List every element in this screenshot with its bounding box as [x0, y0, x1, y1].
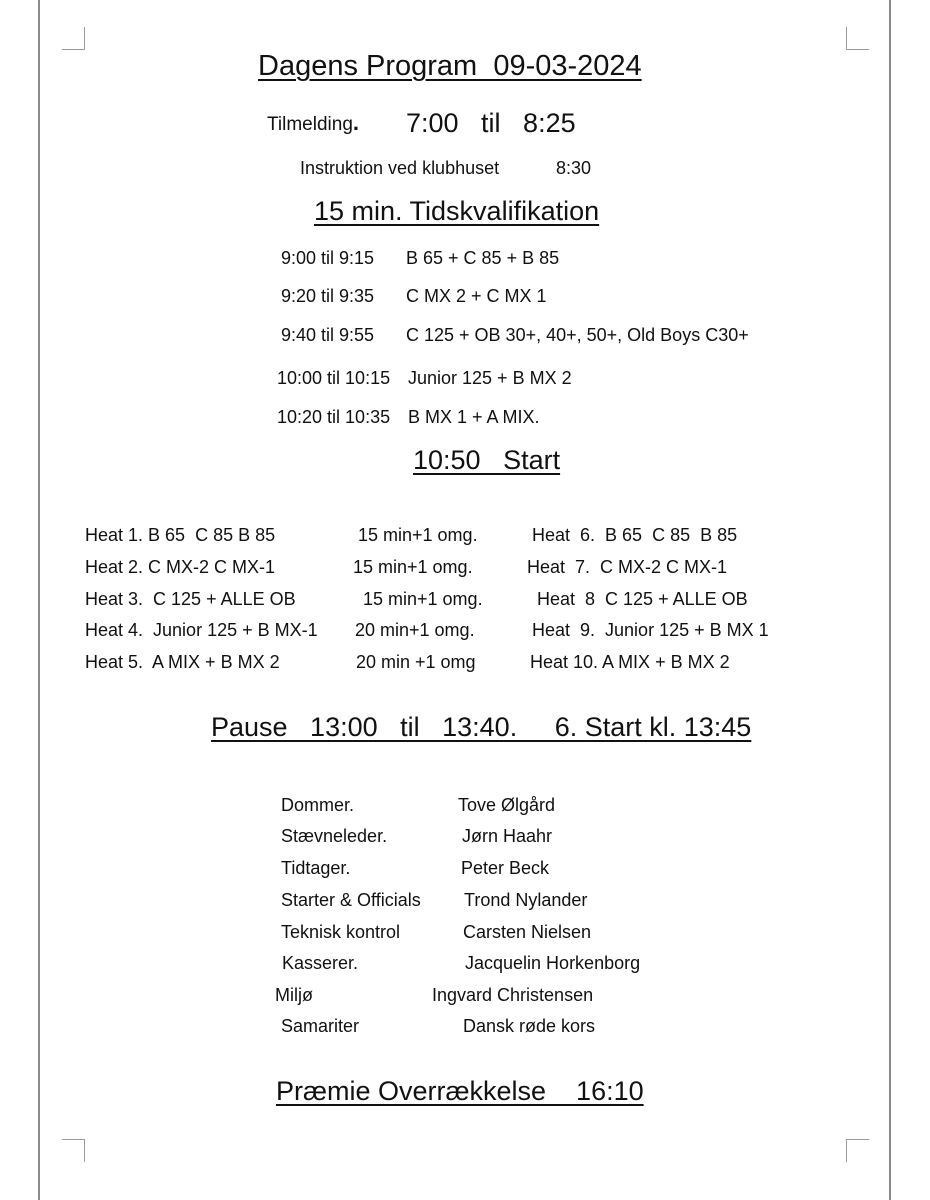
- registration-label: Tilmelding: [267, 114, 353, 135]
- official-name: Peter Beck: [461, 858, 550, 878]
- heat-duration: 15 min+1 omg.: [353, 557, 473, 577]
- registration-dot: .: [352, 110, 360, 135]
- official-name: Carsten Nielsen: [463, 922, 592, 942]
- official-role: Starter & Officials: [281, 890, 421, 910]
- heat-left: Heat 2. C MX-2 C MX-1: [85, 557, 276, 577]
- official-name: Jacquelin Horkenborg: [465, 953, 641, 973]
- heat-right: Heat 9. Junior 125 + B MX 1: [532, 620, 769, 640]
- official-role: Dommer.: [281, 795, 355, 815]
- heat-right: Heat 7. C MX-2 C MX-1: [527, 557, 728, 577]
- session-time: 10:00 til 10:15: [277, 368, 391, 388]
- crop-mark-bottom-left: [62, 1139, 85, 1162]
- heat-left: Heat 5. A MIX + B MX 2: [85, 652, 280, 672]
- session-classes: C MX 2 + C MX 1: [406, 286, 547, 306]
- session-time: 10:20 til 10:35: [277, 407, 391, 427]
- heat-duration: 20 min+1 omg.: [355, 620, 475, 640]
- crop-mark-top-left: [62, 27, 85, 50]
- registration-time: 7:00 til 8:25: [406, 108, 576, 138]
- qualification-heading: 15 min. Tidskvalifikation: [314, 196, 600, 226]
- crop-mark-bottom-right: [846, 1139, 869, 1162]
- award-ceremony-line: Præmie Overrækkelse 16:10: [276, 1076, 644, 1106]
- heat-duration: 15 min+1 omg.: [363, 589, 483, 609]
- official-role: Miljø: [275, 985, 313, 1005]
- official-role: Kasserer.: [282, 953, 359, 973]
- official-role: Samariter: [281, 1016, 360, 1036]
- page-title: Dagens Program 09-03-2024: [258, 50, 642, 82]
- heat-duration: 15 min+1 omg.: [358, 525, 478, 545]
- heat-duration: 20 min +1 omg: [356, 652, 476, 672]
- page-right-border: [889, 0, 891, 1200]
- crop-mark-top-right: [846, 27, 869, 50]
- official-role: Teknisk kontrol: [281, 922, 401, 942]
- session-classes: Junior 125 + B MX 2: [408, 368, 572, 388]
- official-name: Jørn Haahr: [462, 826, 553, 846]
- page-left-border: [38, 0, 40, 1200]
- official-name: Trond Nylander: [464, 890, 588, 910]
- instruction-time: 8:30: [556, 158, 592, 178]
- session-classes: B MX 1 + A MIX.: [408, 407, 540, 427]
- start-heading: 10:50 Start: [413, 445, 561, 475]
- heat-left: Heat 1. B 65 C 85 B 85: [85, 525, 276, 545]
- official-role: Tidtager.: [281, 858, 351, 878]
- session-classes: B 65 + C 85 + B 85: [406, 248, 560, 268]
- official-role: Stævneleder.: [281, 826, 388, 846]
- registration-line: [267, 110, 359, 136]
- official-name: Dansk røde kors: [463, 1016, 596, 1036]
- session-time: 9:20 til 9:35: [281, 286, 375, 306]
- session-time: 9:00 til 9:15: [281, 248, 375, 268]
- pause-line: Pause 13:00 til 13:40. 6. Start kl. 13:45: [211, 712, 752, 742]
- heat-right: Heat 8 C 125 + ALLE OB: [537, 589, 748, 609]
- session-time: 9:40 til 9:55: [281, 325, 375, 345]
- heat-right: Heat 6. B 65 C 85 B 85: [532, 525, 738, 545]
- heat-right: Heat 10. A MIX + B MX 2: [530, 652, 730, 672]
- official-name: Ingvard Christensen: [432, 985, 594, 1005]
- instruction-label: Instruktion ved klubhuset: [300, 158, 500, 178]
- heat-left: Heat 4. Junior 125 + B MX-1: [85, 620, 318, 640]
- official-name: Tove Ølgård: [458, 795, 556, 815]
- heat-left: Heat 3. C 125 + ALLE OB: [85, 589, 296, 609]
- session-classes: C 125 + OB 30+, 40+, 50+, Old Boys C30+: [406, 325, 749, 345]
